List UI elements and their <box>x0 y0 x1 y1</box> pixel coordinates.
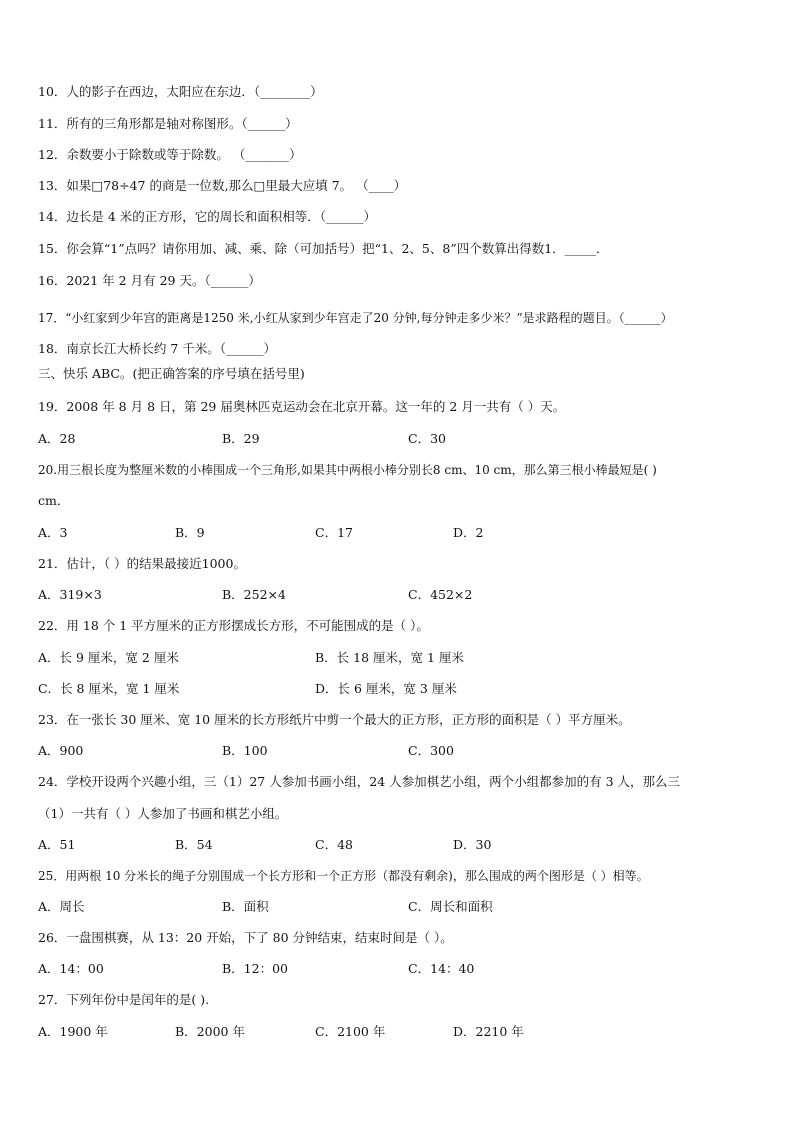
q19-option-c: C．30 <box>408 431 446 446</box>
q27-option-d: D．2210 年 <box>453 1024 524 1039</box>
question-23: 23．在一张长 30 厘米、宽 10 厘米的长方形纸片中剪一个最大的正方形，正方形的面积是（ ）平方厘米。 <box>38 712 631 727</box>
question-25: 25．用两根 10 分米长的绳子分别围成一个长方形和一个正方形（都没有剩余)，那么围成的两个图形是（ ）相等。 <box>38 869 649 883</box>
q24-option-a: A．51 <box>38 837 76 852</box>
q20-option-c: C．17 <box>315 525 353 540</box>
question-13: 13．如果□78÷47 的商是一位数,那么□里最大应填 7。 （____） <box>38 178 407 193</box>
q19-option-a: A．28 <box>38 431 76 446</box>
question-18: 18．南京长江大桥长约 7 千米。（______） <box>38 341 277 356</box>
question-26: 26．一盘围棋赛，从 13：20 开始，下了 80 分钟结束，结束时间是（ ）。 <box>38 930 453 945</box>
question-12: 12．余数要小于除数或等于除数。 （_______） <box>38 147 302 162</box>
question-20-continued: cm． <box>38 493 70 508</box>
q22-option-c: C．长 8 厘米，宽 1 厘米 <box>38 681 180 696</box>
q24-option-d: D．30 <box>453 837 492 852</box>
q21-option-c: C．452×2 <box>408 587 473 602</box>
q23-option-b: B．100 <box>222 743 268 758</box>
question-11: 11．所有的三角形都是轴对称图形。（______） <box>38 116 298 131</box>
section-heading: 三、快乐 ABC。(把正确答案的序号填在括号里) <box>38 366 305 381</box>
question-21: 21．估计，（ ）的结果最接近1000。 <box>38 556 246 571</box>
q25-option-a: A．周长 <box>38 899 85 914</box>
question-16: 16．2021 年 2 月有 29 天。（______） <box>38 273 261 288</box>
q27-option-c: C．2100 年 <box>315 1024 386 1039</box>
q27-option-b: B．2000 年 <box>175 1024 245 1039</box>
question-19: 19．2008 年 8 月 8 日，第 29 届奥林匹克运动会在北京开幕。这一年的 2 月一共有（ ）天。 <box>38 399 566 414</box>
question-20: 20.用三根长度为整厘米数的小棒围成一个三角形,如果其中两根小棒分别长8 cm、10 cm，那么第三根小棒最短是( ) <box>38 463 657 477</box>
q23-option-c: C．300 <box>408 743 454 758</box>
q22-option-b: B．长 18 厘米，宽 1 厘米 <box>315 650 464 665</box>
q26-option-b: B．12：00 <box>222 961 288 976</box>
q26-option-a: A．14：00 <box>38 961 104 976</box>
q21-option-a: A．319×3 <box>38 587 102 602</box>
question-22: 22．用 18 个 1 平方厘米的正方形摆成长方形，不可能围成的是（ ）。 <box>38 618 429 633</box>
q23-option-a: A．900 <box>38 743 84 758</box>
question-24: 24．学校开设两个兴趣小组，三（1）27 人参加书画小组，24 人参加棋艺小组，两个小组都参加的有 3 人，那么三 <box>38 774 681 789</box>
q20-option-a: A．3 <box>38 525 68 540</box>
question-17: 17．“小红家到少年宫的距离是1250 米,小红从家到少年宫走了20 分钟,每分钟走多少米？”是求路程的题目。（______） <box>38 311 673 325</box>
q24-option-c: C．48 <box>315 837 353 852</box>
question-24-continued: （1）一共有（ ）人参加了书画和棋艺小组。 <box>38 806 288 821</box>
question-10: 10．人的影子在西边，太阳应在东边．（________） <box>38 84 323 99</box>
q21-option-b: B．252×4 <box>222 587 286 602</box>
question-27: 27．下列年份中是闰年的是( ). <box>38 992 210 1007</box>
q20-option-b: B．9 <box>175 525 205 540</box>
q26-option-c: C．14：40 <box>408 961 475 976</box>
question-14: 14．边长是 4 米的正方形，它的周长和面积相等．（______） <box>38 209 377 224</box>
q22-option-d: D．长 6 厘米，宽 3 厘米 <box>315 681 457 696</box>
q24-option-b: B．54 <box>175 837 213 852</box>
q25-option-c: C．周长和面积 <box>408 899 493 914</box>
q20-option-d: D．2 <box>453 525 484 540</box>
q27-option-a: A．1900 年 <box>38 1024 108 1039</box>
q19-option-b: B．29 <box>222 431 260 446</box>
question-15: 15．你会算“1”点吗？请你用加、减、乘、除（可加括号）把“1、2、5、8”四个数算出得数1．_____． <box>38 241 609 256</box>
q22-option-a: A．长 9 厘米，宽 2 厘米 <box>38 650 179 665</box>
q25-option-b: B．面积 <box>222 899 269 914</box>
